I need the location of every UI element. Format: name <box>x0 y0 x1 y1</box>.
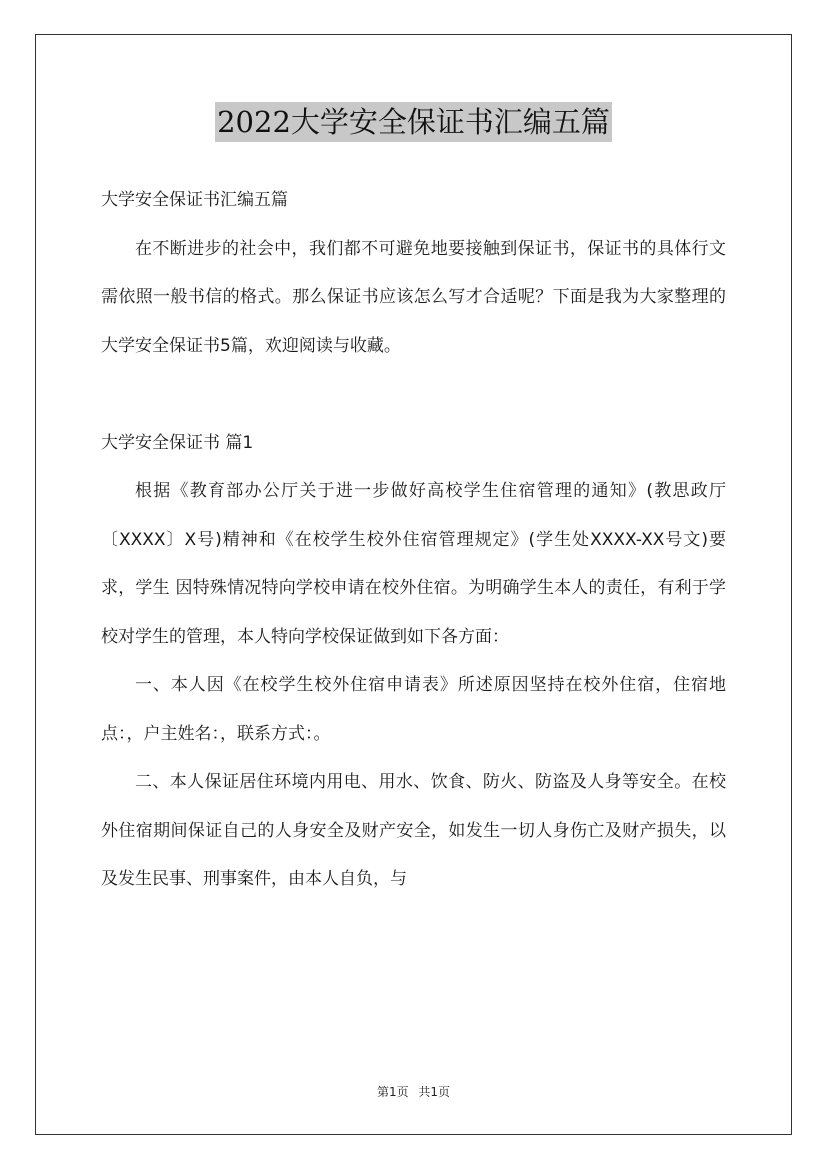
page-total: 共1页 <box>418 1085 451 1099</box>
section-heading: 大学安全保证书 篇1 <box>101 432 254 453</box>
page-footer <box>0 1083 827 1100</box>
document-body <box>101 176 726 904</box>
page-number: 第1页 <box>376 1085 409 1099</box>
document-title: 2022大学安全保证书汇编五篇 <box>215 102 612 142</box>
paragraph-item-two: 二、本人保证居住环境内用电、用水、饮食、防火、防盗及人身等安全。在校外住宿期间保证自己的人身安全及财产安全，如发生一切人身伤亡及财产损失，以及发生民事、刑事案件，由本人自负，与 <box>101 772 726 889</box>
paragraph-basis: 根据《教育部办公厅关于进一步做好高校学生住宿管理的通知》(教思政厅〔XXXX〕X号)精神和《在校学生校外住宿管理规定》(学生处XXXX-XX号文)要求，学生 因特殊情况特向学校申请在校外住宿。为明确学生本人的责任，有利于学校对学生的管理，本人特向学校保证做到如下各方面： <box>101 481 726 647</box>
blank-line <box>101 370 726 419</box>
paragraph-item-one: 一、本人因《在校学生校外住宿申请表》所述原因坚持在校外住宿，住宿地点：，户主姓名：，联系方式：。 <box>101 675 726 744</box>
subtitle: 大学安全保证书汇编五篇 <box>101 190 288 210</box>
intro-paragraph: 在不断进步的社会中，我们都不可避免地要接触到保证书，保证书的具体行文需依照一般书信的格式。那么保证书应该怎么写才合适呢？下面是我为大家整理的大学安全保证书5篇，欢迎阅读与收藏。 <box>101 238 726 356</box>
title-area <box>0 102 827 142</box>
